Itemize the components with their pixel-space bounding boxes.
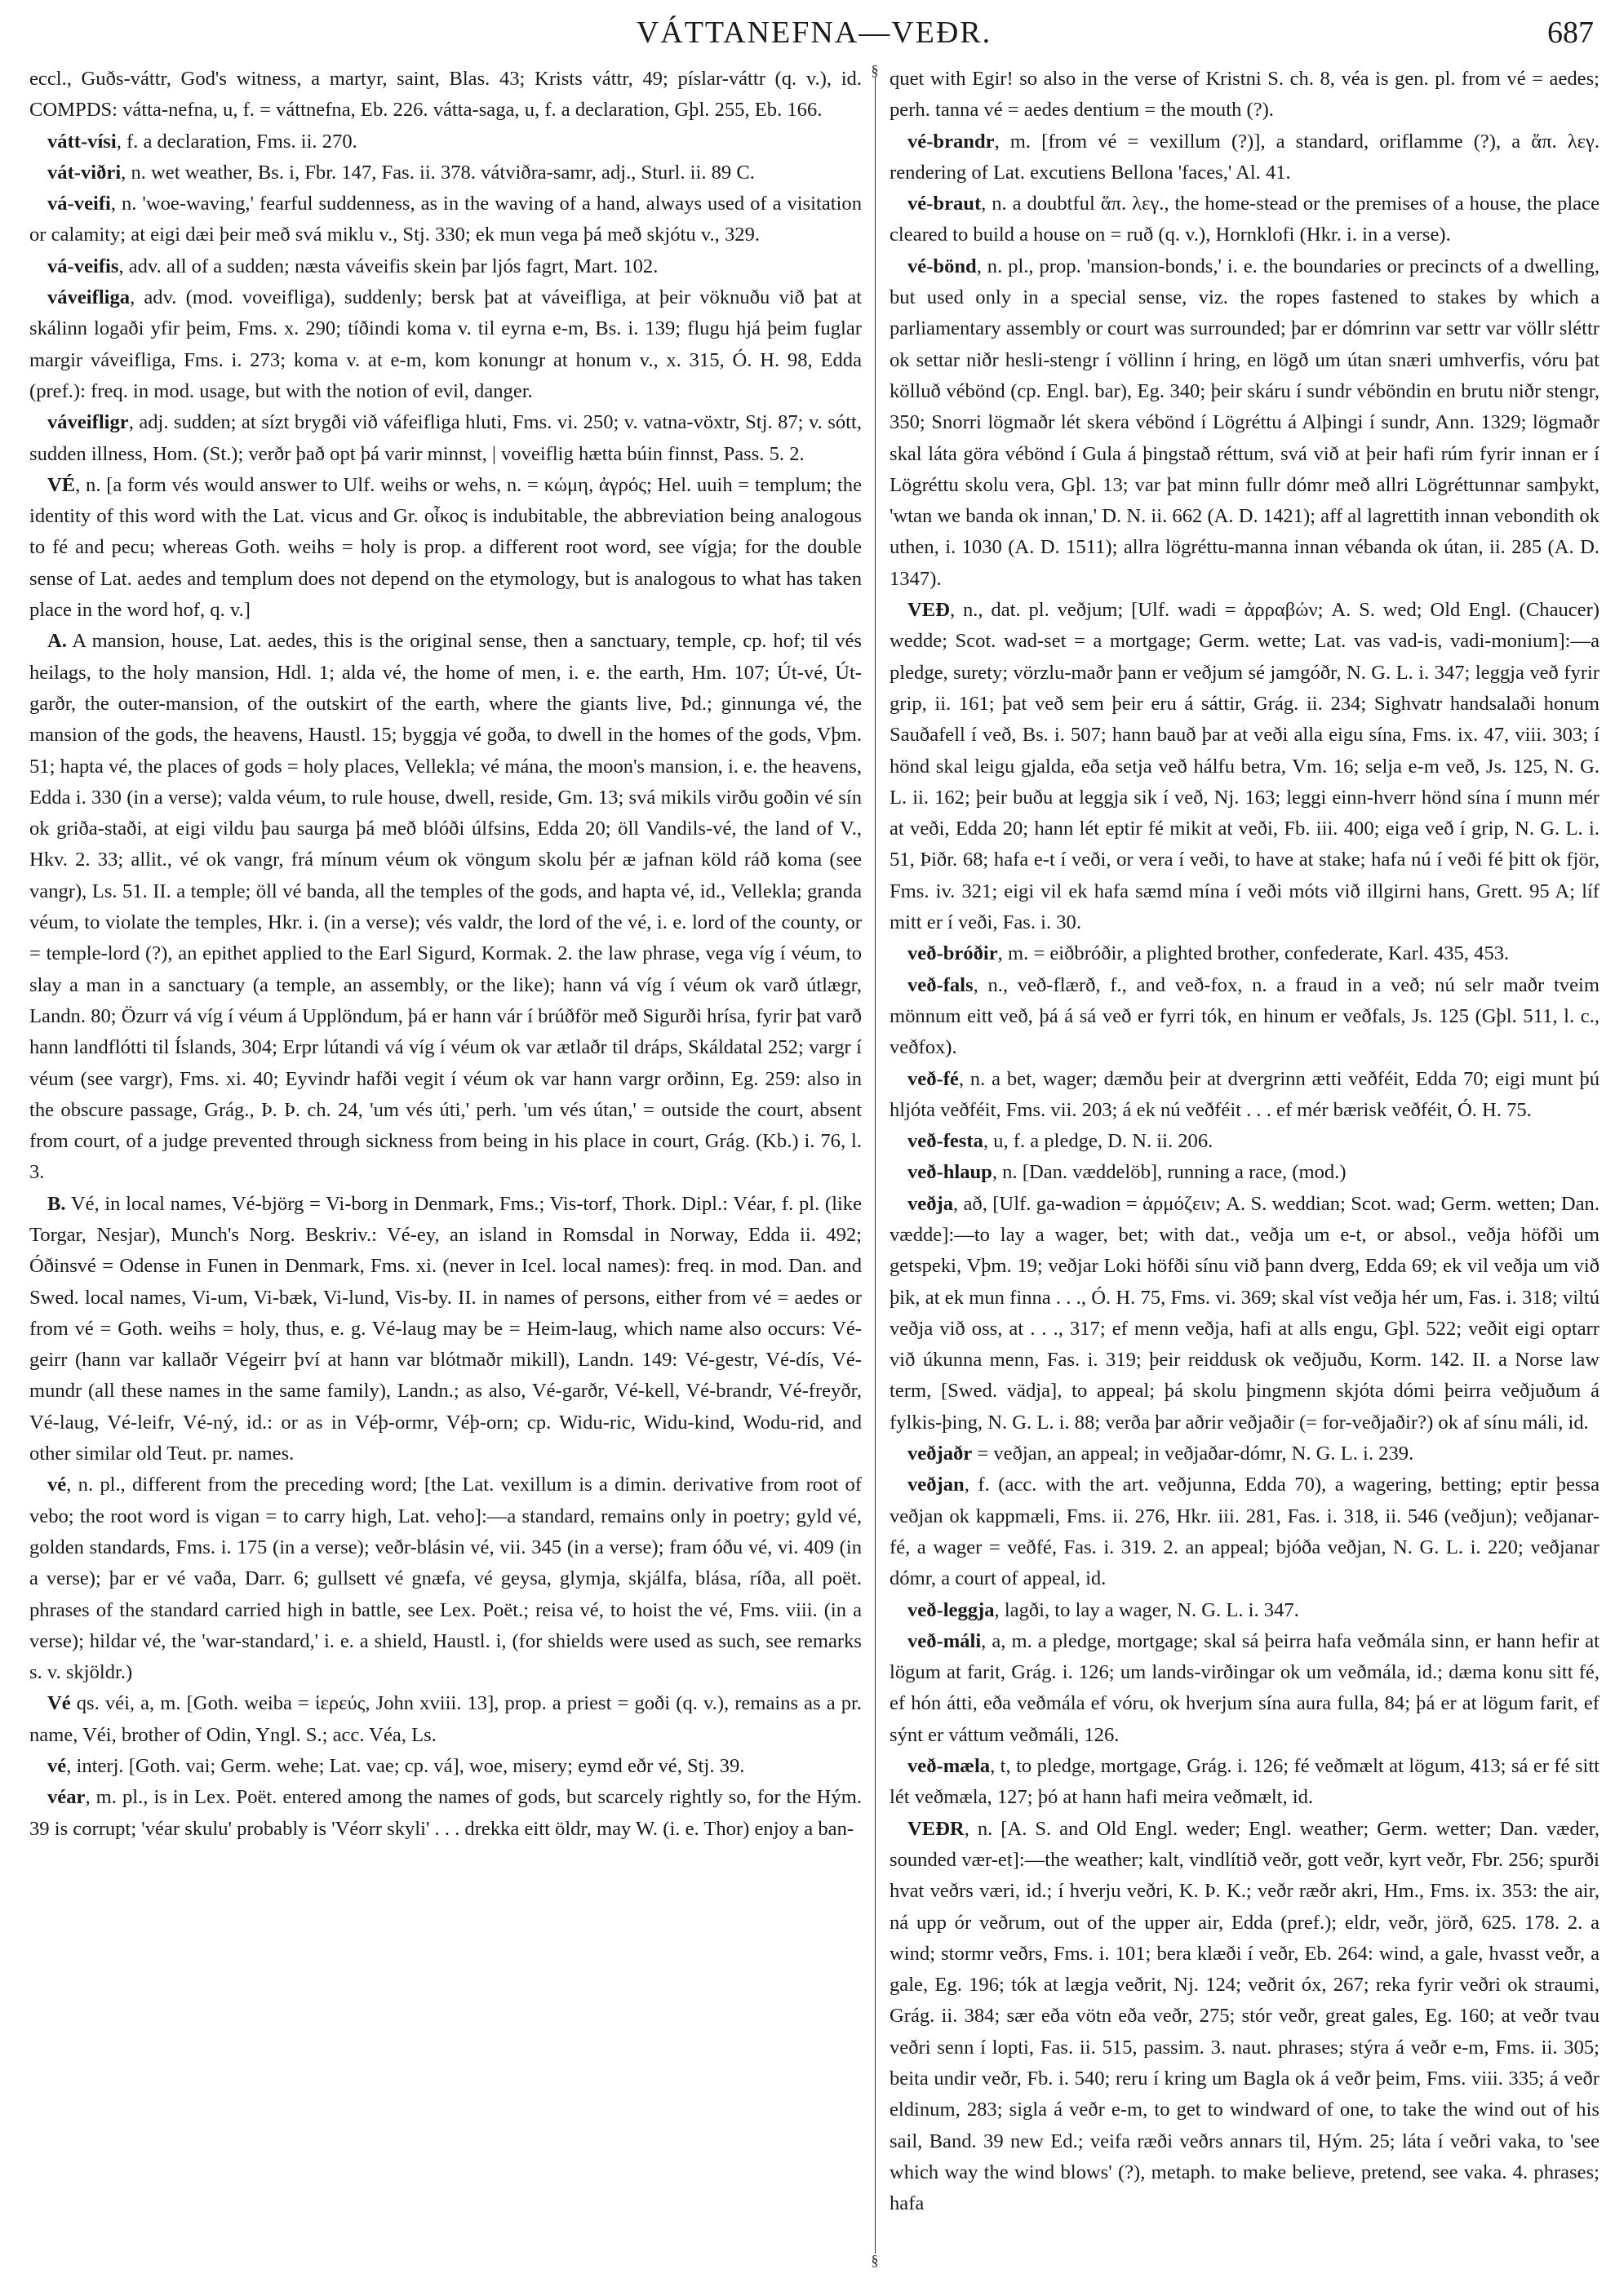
headword: vé-brandr bbox=[907, 130, 995, 153]
entry-text: , m. pl., is in Lex. Poët. entered among the names of gods, but scarcely rightly so, for the Hým. 39 is corrupt; 'véar skulu' probably is 'Véorr skyli' . . . drekka eitt öldr, may W. (i. e. Thor) enjoy a ban- bbox=[29, 1786, 862, 1840]
entry-text: = veðjan, an appeal; in veðjaðar-dómr, N. G. L. i. 239. bbox=[972, 1443, 1414, 1465]
entry-text: , n. 'woe-waving,' fearful suddenness, as in the waving of a hand, always used of a visitation or calamity; at eigi dæi þeir með svá miklu v., Stj. 330; ek mun vega þá með skjótu v., 329. bbox=[29, 193, 862, 246]
headword: veð-hlaup bbox=[907, 1161, 992, 1184]
entry-text: A mansion, house, Lat. aedes, this is the original sense, then a sanctuary, temple, cp. hof; til vés heilags, to the holy mansion, Hdl. 1; alda vé, the home of men, i. e. the earth, Hm. 107; Út-vé, Út-garðr, the outer-mansion, of the outskirt of the earth, where the giants live, Þd.; ginnunga vé, the mansion of the gods, the heavens, Haustl. 15; byggja vé goða, to dwell in the homes of the gods, Vþm. 51; hapta vé, the places of gods = holy places, Vellekla; vé mána, the moon's mansion, i. e. the heavens, Edda i. 330 (in a verse); valda véum, to rule house, dwell, reside, Gm. 13; svá mikils virðu goðin vé sín ok griða-staði, at eigi vildu þau saurga þá með blóði úlfsins, Edda 20; öll Vandils-vé, the land of V., Hkv. 2. 33; allit., vé ok vangr, frá mínum véum ok vöngum skolu þér æ jafnan köld ráð koma (see vangr), Ls. 51. II. a temple; öll vé banda, all the temples of the gods, and hapta vé, id., Vellekla; granda véum, to violate the temples, Hkr. i. (in a verse); vés valdr, the lord of the vé, i. e. lord of the county, or = temple-lord (?), an epithet applied to the Earl Sigurd, Kormak. 2. the law phrase, vega víg í véum, to slay a man in a sanctuary (a temple, an assembly, or the like); hann vá víg í véum ok varð útlægr, Landn. 80; Özurr vá víg í véum á Upplöndum, þá er hann vár í brúðför með Sigurði hrísa, fyrir þat varð hann landflótti til Íslands, 304; Erpr lútandi vá víg í véum ok var ætlaðr til dráps, Skáldatal 252; vargr í véum (see vargr), Fms. xi. 40; Eyvindr hafði vegit í véum ok var hann vargr orðinn, Eg. 259: also in the obscure passage, Grág., Þ. Þ. ch. 24, 'um vés úti,' perh. 'um vés útan,' = outside the court, absent from court, of a judge prevented through sickness from being in his place in court, Grág. (Kb.) i. 76, l. 3. bbox=[29, 630, 862, 1184]
headword: veð-fé bbox=[907, 1067, 959, 1090]
dictionary-entry bbox=[890, 1469, 1599, 1594]
dictionary-entry bbox=[890, 126, 1599, 189]
entry-text: , adj. sudden; at sízt brygði við váfeifliga hluti, Fms. vi. 250; v. vatna-vöxtr, Stj. 87; v. sótt, sudden illness, Hom. (St.); verðr það opt þá varir minnst, | voveiflig hætta búin finnst, Pass. 5. 2. bbox=[29, 411, 862, 465]
dictionary-entry bbox=[890, 1751, 1599, 1814]
page-number: 687 bbox=[1547, 16, 1594, 50]
headword: vát-viðri bbox=[47, 161, 122, 184]
entry-text: , f. a declaration, Fms. ii. 270. bbox=[116, 130, 357, 153]
headword: veð-festa bbox=[907, 1130, 983, 1153]
dictionary-entry bbox=[890, 595, 1599, 938]
entry-text: , n. pl., prop. 'mansion-bonds,' i. e. the boundaries or precincts of a dwelling, but used only in a special sense, viz. the ropes fastened to stakes by which a parliamentary assembly or court was surrounded; þar er dómrinn var settr var völlr sléttr ok settar niðr hesli-stengr í völlinn í hring, en lögð um útan snæri umhverfis, vóru þat kölluð vébönd (cp. Engl. bar), Eg. 340; þeir skáru í sundr véböndin en brutu niðr stengr, 350; Snorri lögmaðr lét skera vébönd í Lögréttu á Alþingi í sundr, Ann. 1329; lögmaðr skal láta göra vébönd í Gula á þingstað réttum, svá við at þeir hafi rúm fyrir innan er í Lögréttu skolu vera, Gþl. 13; var þat minn fullr dómr með allri Lögréttunnar samþykt, 'wtan we banda ok innan,' D. N. ii. 662 (A. D. 1421); aff al lagrettith innan vebondith ok uthen, i. 1030 (A. D. 1511); allra lögréttu-manna innan vébanda ok útan, ii. 285 (A. D. 1347). bbox=[890, 255, 1599, 590]
entry-text: , n. [Dan. væddelöb], running a race, (mod.) bbox=[992, 1161, 1347, 1184]
dictionary-entry bbox=[890, 1189, 1599, 1438]
entry-text: , t, to pledge, mortgage, Grág. i. 126; fé veðmælt at lögum, 413; sá er fé sitt lét veðmæla, 127; þó at hann hafi meira veðmælt, id. bbox=[890, 1755, 1599, 1809]
dictionary-entry bbox=[890, 1157, 1599, 1188]
entry-text: , lagði, to lay a wager, N. G. L. i. 347. bbox=[994, 1598, 1299, 1621]
headword: Vé bbox=[47, 1692, 71, 1715]
dictionary-entry bbox=[890, 1626, 1599, 1751]
headword: VEÐR bbox=[907, 1817, 965, 1840]
entry-text: , adv. all of a sudden; næsta váveifis skein þar ljós fagrt, Mart. 102. bbox=[118, 255, 659, 277]
headword: vé bbox=[47, 1755, 67, 1778]
dictionary-entry bbox=[890, 1595, 1599, 1626]
headword: vé-braut bbox=[907, 193, 982, 215]
headword: váveifligr bbox=[47, 411, 129, 434]
dictionary-entry bbox=[890, 188, 1599, 251]
headword: véar bbox=[47, 1786, 86, 1809]
entry-text: , n. [A. S. and Old Engl. weder; Engl. weather; Germ. wetter; Dan. væder, sounded vær-et]:—the weather; kalt, vindlítið veðr, gott veðr, kyrt veðr, Fbr. 256; spurði hvat veðrs væri, id.; í hverju veðri, K. Þ. K.; veðr ræðr akri, Hm., Fms. ix. 353: the air, ná upp ór veðrum, out of the upper air, Edda (pref.); eldr, veðr, jörð, 625. 178. 2. a wind; stormr veðrs, Fms. i. 101; bera klæði í veðr, Eb. 264: wind, a gale, hvasst veðr, a gale, Eg. 196; tók at lægja veðrit, Nj. 124; veðrit óx, 267; reka fyrir veðri ok straumi, Grág. ii. 384; sær eða vötn eða veðr, 275; stór veðr, great gales, Eg. 160; at veðr tvau veðri senn í lopti, Fas. ii. 515, passim. 3. naut. phrases; stýra á veðr e-m, Fms. ii. 305; beita undir veðr, Fb. i. 540; reru í kring um Bagla ok á veðr þeim, Fms. viii. 335; á veðr eldinum, 283; sigla á veðr e-m, to get to windward of one, to take the wind out of his sail, Band. 39 new Ed.; veifa ræði veðrs annars til, Hým. 25; láta í veðri vaka, to 'see which way the wind blows' (?), metaph. to make believe, pretend, see vaka. 4. phrases; hafa bbox=[890, 1817, 1599, 2215]
dictionary-entry bbox=[29, 470, 862, 626]
entry-text: Vé, in local names, Vé-björg = Vi-borg in Denmark, Fms.; Vis-torf, Thork. Dipl.: Véar, f. pl. (like Torgar, Nesjar), Munch's Norg. Beskriv.: Vé-ey, an island in Romsdal in Norway, Edda ii. 492; Óðinsvé = Odense in Funen in Denmark, Fms. xi. (never in Icel. local names): freq. in mod. Dan. and Swed. local names, Vi-um, Vi-bæk, Vi-lund, Vis-by. II. in names of persons, either from vé = aedes or from vé = Goth. weihs = holy, thus, e. g. Vé-laug may be = Heim-laug, which name also occurs: Vé-geirr (hann var kallaðr Végeirr því at hann var blótmaðr mikill), Landn. 149: Vé-gestr, Vé-dís, Vé-mundr (all these names in the same family), Landn.; as also, Vé-garðr, Vé-kell, Vé-brandr, Vé-freyðr, Vé-laug, Vé-leifr, Vé-ný, id.: or as in Véþ-ormr, Véþ-orn; cp. Widu-ric, Widu-kind, Wodu-rid, and other similar old Teut. pr. names. bbox=[29, 1192, 862, 1465]
headword: váveifliga bbox=[47, 286, 131, 309]
entry-text: , n. pl., different from the preceding word; [the Lat. vexillum is a dimin. derivative from root of vebo; the root word is vigan = to carry high, Lat. veho]:—a standard, remains only in poetry; gyld vé, golden standards, Fms. i. 175 (in a verse); veðr-blásin vé, vii. 345 (in a verse); fram óðu vé, vi. 409 (in a verse); þar er vé vaða, Darr. 6; gullsett vé gnæfa, vé geysa, glymja, skjálfa, blása, ríða, all poët. phrases of the standard carried high in battle, see Lex. Poët.; reisa vé, to hoist the vé, Fms. viii. (in a verse); hildar vé, the 'war-standard,' i. e. a shield, Haustl. i, (for shields were used as such, see remarks s. v. skjöldr.) bbox=[29, 1474, 862, 1684]
entry-text: , f. (acc. with the art. veðjunna, Edda 70), a wagering, betting; eptir þessa veðjan ok kappmæli, Fms. ii. 276, Hkr. iii. 281, Fas. i. 318, ii. 546 (veðjun); veðjanar-fé, a wager = veðfé, Fas. i. 319. 2. an appeal; bjóða veðjan, N. G. L. i. 220; veðjanar dómr, a court of appeal, id. bbox=[890, 1474, 1599, 1590]
headword: veð-leggja bbox=[907, 1598, 995, 1621]
headword: VEÐ bbox=[907, 599, 950, 622]
entry-text: , að, [Ulf. ga-wadion = ἁρμόζειν; A. S. weddian; Scot. wad; Germ. wetten; Dan. vædde]:—to lay a wager, bet; with dat., veðja um e-t, or absol., veðja höfði um getspeki, Vþm. 19; veðjar Loki höfði sínu við þann dverg, Edda 69; ek vil veðja um við þik, at ek mun finna . . ., Ó. H. 75, Fms. vi. 369; skal víst veðja hér um, Fas. i. 318; viltú veðja við oss, at . . ., 317; ef menn veðja, hafi at alls engu, Gþl. 522; veðit eigi optarr við úkunna menn, Fas. i. 319; þeir reiddusk ok veðjuðu, Korm. 142. II. a Norse law term, [Swed. vädja], to appeal; þá skolu þingmenn skjóta dómi þeirra veðjuðum á fylkis-þing, N. G. L. i. 88; verða þar aðrir veðjaðir (= for-veðjaðir?) ok af sínu máli, id. bbox=[890, 1192, 1599, 1434]
dictionary-entry bbox=[29, 1782, 862, 1845]
dictionary-entry bbox=[29, 157, 862, 188]
entry-text: , interj. [Goth. vai; Germ. wehe; Lat. vae; cp. vá], woe, misery; eymd eðr vé, Stj. 39. bbox=[66, 1755, 745, 1778]
left-column bbox=[29, 64, 862, 1845]
dictionary-entry bbox=[890, 970, 1599, 1064]
entry-text: , m. [from vé = vexillum (?)], a standard, oriflamme (?), a ἅπ. λεγ. rendering of Lat. excutiens Bellona 'faces,' Al. 41. bbox=[890, 130, 1599, 184]
entry-text: qs. véi, a, m. [Goth. weiba = ἱερεύς, John xviii. 13], prop. a priest = goði (q. v.), remains as a pr. name, Véi, brother of Odin, Yngl. S.; acc. Véa, Ls. bbox=[29, 1692, 862, 1746]
headword: vé-bönd bbox=[907, 255, 977, 277]
dictionary-entry bbox=[29, 64, 862, 126]
headword: veðja bbox=[907, 1192, 953, 1215]
dictionary-entry bbox=[890, 64, 1599, 126]
dictionary-entry bbox=[29, 282, 862, 407]
dictionary-entry bbox=[890, 251, 1599, 595]
headword: vá-veifi bbox=[47, 193, 111, 215]
dictionary-entry bbox=[29, 626, 862, 1188]
dictionary-entry bbox=[29, 1688, 862, 1751]
dictionary-entry bbox=[29, 1189, 862, 1470]
headword: B. bbox=[47, 1192, 66, 1215]
entry-text: , n. a doubtful ἅπ. λεγ., the home-stead or the premises of a house, the place cleared to build a house on = ruð (q. v.), Hornklofi (Hkr. i. in a verse). bbox=[890, 193, 1599, 246]
entry-text: , n. [a form vés would answer to Ulf. weihs or wehs, n. = κώμη, ἀγρός; Hel. uuih = templum; the identity of this word with the Lat. vicus and Gr. οἶκος is indubitable, the abbreviation being analogous to fé and pecu; whereas Goth. weihs = holy is prop. a different root word, see vígja; for the double sense of Lat. aedes and templum does not depend on the etymology, but is analogous to what has taken place in the word hof, q. v.] bbox=[29, 473, 862, 622]
divider-ornament-bottom: § bbox=[868, 2254, 881, 2267]
entry-text: , adv. (mod. voveifliga), suddenly; bersk þat at váveifliga, at þeir vöknuðu við þat at skálinn logaði yfir þeim, Fms. x. 290; tíðindi koma v. til eyrna e-m, Bs. i. 139; flugu hjá þeim fuglar margir váveifliga, Fms. i. 273; koma v. at e-m, kom konungr at honum v., x. 315, Ó. H. 98, Edda (pref.): freq. in mod. usage, but with the notion of evil, danger. bbox=[29, 286, 862, 402]
dictionary-entry bbox=[29, 126, 862, 157]
entry-text: , a, m. a pledge, mortgage; skal sá þeirra hafa veðmála sinn, er hann hefir at lögum at farit, Grág. i. 126; um lands-virðingar ok um veðmála, id.; dæma konu sitt fé, ef hón átti, eða veðmála ef vóru, ok hverjum sína aura fulla, 84; þá er at lögum farit, ef sýnt er váttum veðmáli, 126. bbox=[890, 1629, 1599, 1746]
headword: veð-mæla bbox=[907, 1755, 991, 1778]
entry-text: eccl., Guðs-váttr, God's witness, a martyr, saint, Blas. 43; Krists váttr, 49; píslar-váttr (q. v.), id. COMPDS: vátta-nefna, u, f. = váttnefna, Eb. 226. vátta-saga, u, f. a declaration, Gþl. 255, Eb. 166. bbox=[29, 68, 862, 122]
entry-text: quet with Egir! so also in the verse of Kristni S. ch. 8, véa is gen. pl. from vé = aedes; perh. tanna vé = aedes dentium = the mouth (?). bbox=[890, 68, 1599, 122]
entry-text: , n., veð-flærð, f., and veð-fox, n. a fraud in a veð; nú selr maðr tveim mönnum eitt veð, þá á sá veð er fyrri tók, en hinum er veðfals, Js. 125 (Gþl. 511, l. c., veðfox). bbox=[890, 973, 1599, 1059]
entry-text: , m. = eiðbróðir, a plighted brother, confederate, Karl. 435, 453. bbox=[997, 942, 1510, 965]
dictionary-entry bbox=[29, 407, 862, 470]
running-title: VÁTTANEFNA—VEÐR. bbox=[636, 16, 992, 50]
dictionary-entry bbox=[29, 1751, 862, 1782]
entry-text: , u, f. a pledge, D. N. ii. 206. bbox=[983, 1130, 1213, 1153]
headword: veð-bróðir bbox=[907, 942, 998, 965]
dictionary-entry bbox=[890, 938, 1599, 969]
dictionary-entry bbox=[29, 1469, 862, 1688]
headword: veð-máli bbox=[907, 1629, 982, 1652]
dictionary-entry bbox=[890, 1064, 1599, 1127]
dictionary-entry bbox=[890, 1438, 1599, 1469]
right-column bbox=[890, 64, 1599, 2219]
entry-text: , n., dat. pl. veðjum; [Ulf. wadi = ἀρραβών; A. S. wed; Old Engl. (Chaucer) wedde; Scot. wad-set = a mortgage; Germ. wette; Lat. vas vad-is, vadi-monium]:—a pledge, surety; vörzlu-maðr þann er veðjum sé jamgóðr, N. G. L. i. 347; leggja veð fyrir grip, ii. 161; þat veð sem þeir eru á sáttir, Grág. ii. 234; Sighvatr handsalaði honum Sauðafell í veð, Bs. i. 507; hann bauð þar at veði alla eigu sína, Fms. ix. 47, viii. 303; í hönd skal leigu gjalda, eða setja veð hálfu betra, Vm. 16; selja e-m veð, Js. 125, N. G. L. ii. 162; þeir buðu at leggja sik í veð, Nj. 163; leggi einn-hverr hönd sína í munn mér at veði, Edda 20; hann lét eptir fé mikit at veði, Fb. iii. 400; eiga veð í grip, N. G. L. i. 51, Þiðr. 68; hafa e-t í veði, or vera í veði, to have at stake; hafa nú í veði fé þitt ok fjör, Fms. iv. 321; eigi vil ek hafa sæmd mína í veði móts við illgirni hans, Grett. 95 A; líf mitt er í veði, Fas. i. 30. bbox=[890, 599, 1599, 934]
dictionary-entry bbox=[29, 251, 862, 282]
entry-text: , n. wet weather, Bs. i, Fbr. 147, Fas. ii. 378. vátviðra-samr, adj., Sturl. ii. 89 C. bbox=[121, 161, 755, 184]
headword: VÉ bbox=[47, 473, 76, 496]
headword: veðjan bbox=[907, 1474, 965, 1496]
headword: vá-veifis bbox=[47, 255, 119, 277]
dictionary-entry bbox=[890, 1814, 1599, 2220]
headword: vátt-vísi bbox=[47, 130, 117, 153]
dictionary-entry bbox=[29, 188, 862, 251]
page-header bbox=[29, 10, 1599, 59]
dictionary-entry bbox=[890, 1126, 1599, 1157]
headword: veðjaðr bbox=[907, 1443, 973, 1465]
headword: vé bbox=[47, 1474, 67, 1496]
column-divider bbox=[875, 67, 876, 2263]
headword: A. bbox=[47, 630, 67, 653]
divider-ornament-top: § bbox=[868, 64, 881, 77]
entry-text: , n. a bet, wager; dæmðu þeir at dvergrinn ætti veðféit, Edda 70; eigi munt þú hljóta veðféit, Fms. vii. 203; á ek nú veðféit . . . ef mér bærisk veðféit, Ó. H. 75. bbox=[890, 1067, 1599, 1121]
headword: veð-fals bbox=[907, 973, 974, 996]
